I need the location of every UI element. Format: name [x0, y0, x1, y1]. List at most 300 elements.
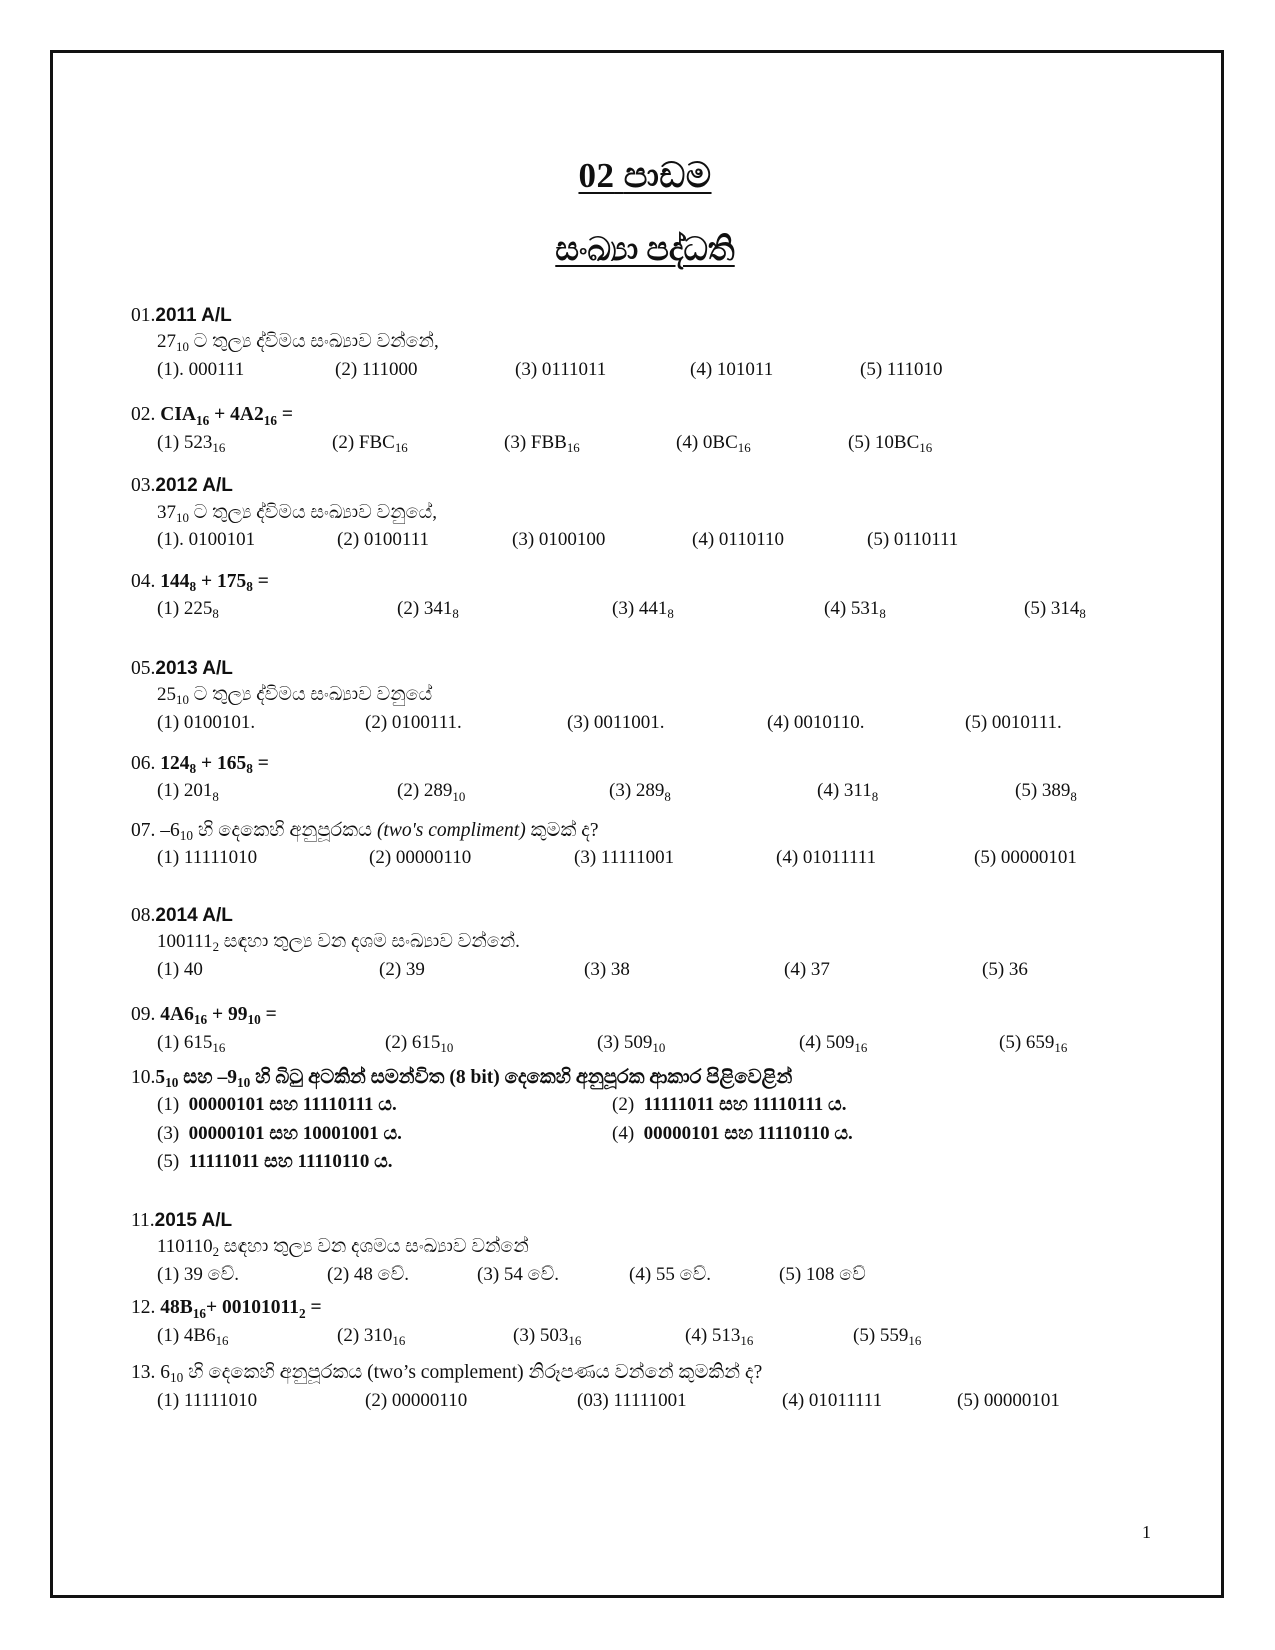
question-number: 09.	[131, 1004, 156, 1026]
question-number: 04.	[131, 570, 156, 592]
option-value: $0BC_{16}$	[702, 431, 751, 455]
subscript: 8	[189, 579, 197, 594]
option-3[interactable]	[574, 844, 776, 872]
subscript: 10	[176, 509, 189, 525]
two-complement-term: (two's compliment)	[376, 819, 526, 841]
subscript: 10	[170, 1370, 184, 1386]
option-marker: (2)	[335, 358, 358, 380]
option-3[interactable]	[157, 1120, 612, 1149]
option-1[interactable]	[157, 595, 397, 623]
option-value: 55 වේ.	[655, 1263, 712, 1285]
question-expression: $144_8 + 175_8$ =	[160, 570, 269, 594]
subscript: 10	[237, 1075, 251, 1091]
option-value: $509_{16}$	[825, 1031, 868, 1055]
option-marker: (2)	[385, 1031, 408, 1053]
option-value: 0111011	[541, 358, 607, 380]
option-4[interactable]	[690, 356, 860, 384]
option-marker: (5)	[1015, 780, 1038, 802]
subscript: 8	[871, 788, 879, 804]
option-4[interactable]	[767, 709, 965, 737]
option-5[interactable]	[157, 1148, 612, 1177]
option-value: 0010110.	[793, 711, 865, 733]
option-value: 0100100	[538, 529, 606, 551]
subscript: 8	[212, 788, 219, 804]
option-marker: (3)	[597, 1031, 620, 1053]
subtitle-text: සංඛ්‍යා පද්ධති	[555, 232, 735, 268]
question-block	[131, 303, 1159, 383]
option-value: $289_8$	[635, 780, 671, 804]
option-marker: (1)	[157, 958, 180, 980]
option-marker: (3)	[512, 529, 535, 551]
subscript: 8	[879, 606, 886, 622]
question-heading	[131, 1065, 1159, 1091]
option-4[interactable]	[824, 595, 1024, 623]
option-marker: (5)	[974, 847, 997, 869]
spacer	[131, 628, 1159, 656]
question-heading	[131, 1002, 1159, 1028]
option-1[interactable]	[157, 956, 379, 984]
option-value: 000111	[188, 358, 245, 380]
option-marker: (4)	[784, 958, 807, 980]
option-4[interactable]	[612, 1120, 853, 1149]
option-marker: (3)	[567, 711, 590, 733]
spacer	[131, 1419, 1159, 1427]
spacer	[131, 810, 1159, 818]
option-value: 40	[183, 958, 203, 980]
option-marker: (5)	[867, 529, 890, 551]
option-marker: (4)	[676, 431, 699, 453]
option-4[interactable]	[817, 777, 1015, 805]
option-2[interactable]	[397, 777, 609, 805]
option-4[interactable]	[629, 1261, 779, 1289]
question-stem: $5_{10}$ සහ $-9_{10}$ හි බිටු අටකින් සමන්විත (8 bit) දෙකෙහි අනුපූරක ආකාර පිළිවෙළින්	[155, 1067, 793, 1091]
option-1[interactable]	[157, 356, 335, 384]
question-expression: $124_8 + 165_8$ =	[160, 753, 269, 777]
subscript: 10	[452, 788, 466, 804]
question-stem: $100111_2$ සඳහා තුල්‍ය වන දශම සංඛ්‍යාව වන්නේ.	[157, 931, 520, 955]
subscript: 8	[667, 606, 674, 622]
option-marker: (4)	[776, 847, 799, 869]
option-marker: (1).	[157, 529, 184, 551]
option-2[interactable]	[379, 956, 584, 984]
spacer	[131, 559, 1159, 569]
option-marker: (5)	[848, 431, 871, 453]
option-value: $341_8$	[423, 598, 459, 622]
question-heading	[131, 656, 1159, 682]
option-marker: (5)	[957, 1389, 980, 1411]
option-value: 36	[1008, 958, 1028, 980]
option-marker: (5)	[982, 958, 1005, 980]
subscript: 8	[246, 761, 253, 777]
subscript: 16	[392, 1332, 406, 1348]
option-value: $531_8$	[850, 598, 886, 622]
option-marker: (4)	[767, 711, 790, 733]
subscript: 2	[212, 1244, 220, 1260]
option-5[interactable]	[965, 709, 1062, 737]
question-stem: $37_{10}$ ට තුල්‍ය ද්විමය සංඛ්‍යාව වනුයේ,	[157, 501, 437, 525]
title-word: පාඩම	[623, 156, 712, 195]
page-border	[50, 50, 1224, 1598]
option-row	[131, 1261, 1159, 1289]
subscript: 8	[1070, 788, 1077, 804]
option-marker: (4)	[824, 598, 847, 620]
option-marker: (1)	[157, 1031, 180, 1053]
option-value: 01011111	[802, 847, 877, 869]
question-block	[131, 473, 1159, 553]
option-value: 00000101	[1000, 847, 1077, 869]
option-marker: (1)	[157, 711, 180, 733]
subscript: 16	[1054, 1039, 1068, 1055]
option-marker: (3)	[504, 431, 527, 453]
page-number: 1	[1142, 1522, 1151, 1542]
question-number: 08.	[131, 904, 156, 926]
option-5[interactable]	[974, 844, 1077, 872]
option-value: 00000101 සහ 11110110 ය.	[643, 1122, 853, 1144]
option-marker: (03)	[577, 1389, 609, 1411]
subscript: 16	[263, 412, 277, 428]
option-marker: (1)	[157, 780, 180, 802]
subscript: 8	[189, 761, 197, 777]
option-5[interactable]	[999, 1029, 1067, 1057]
option-value: 11111011 සහ 11110110 ය.	[188, 1151, 393, 1173]
option-1[interactable]	[157, 709, 365, 737]
option-value: $523_{16}$	[183, 431, 226, 455]
option-marker: (1)	[157, 431, 180, 453]
page-subtitle	[131, 232, 1159, 269]
subscript: 16	[908, 1332, 922, 1348]
option-marker: (2)	[397, 780, 420, 802]
question-heading	[131, 303, 1159, 329]
subscript: 16	[919, 439, 933, 455]
option-marker: (5)	[853, 1324, 876, 1346]
option-2[interactable]	[612, 1091, 846, 1120]
question-number: 03.	[131, 475, 156, 497]
option-value: 11111001	[613, 1389, 687, 1411]
subscript: 16	[568, 1332, 582, 1348]
subscript: 16	[854, 1039, 868, 1055]
subscript: 16	[566, 439, 580, 455]
option-row	[131, 429, 1159, 457]
subscript: 10	[179, 828, 193, 844]
option-marker: (1)	[157, 1263, 180, 1285]
subscript: 10	[652, 1039, 666, 1055]
option-marker: (1)	[157, 1094, 180, 1116]
subscript: 16	[212, 1039, 226, 1055]
option-value: $615_{16}$	[183, 1031, 226, 1055]
option-marker: (5)	[779, 1263, 802, 1285]
exam-year-label: 2012 A/L	[155, 475, 233, 497]
option-value: 00000110	[391, 1389, 468, 1411]
option-4[interactable]	[692, 526, 867, 554]
option-value: $4B6_{16}$	[183, 1324, 229, 1348]
option-3[interactable]	[577, 1387, 782, 1415]
option-4[interactable]	[784, 956, 982, 984]
option-value: 0100101.	[183, 711, 256, 733]
option-grid	[131, 1091, 1159, 1177]
option-value: 11111001	[600, 847, 675, 869]
option-marker: (3)	[612, 598, 635, 620]
option-value: 0110111	[893, 529, 959, 551]
option-row	[131, 956, 1159, 984]
title-number: 02	[578, 156, 615, 195]
subscript: 16	[212, 439, 226, 455]
option-marker: (2)	[332, 431, 355, 453]
option-4[interactable]	[799, 1029, 999, 1057]
question-block	[131, 656, 1159, 736]
question-heading	[131, 818, 1159, 844]
option-2[interactable]	[397, 595, 612, 623]
option-marker: (1)	[157, 1389, 180, 1411]
option-row	[131, 356, 1159, 384]
subscript: 8	[664, 788, 671, 804]
option-value: 11111010	[183, 847, 258, 869]
subscript: 2	[212, 939, 220, 955]
option-5[interactable]	[779, 1261, 866, 1289]
question-block	[131, 1002, 1159, 1056]
option-1[interactable]	[157, 1261, 327, 1289]
question-stem: $110110_2$ සඳහා තුල්‍ය වන දශමය සංඛ්‍යාව වන්නේ	[157, 1236, 529, 1260]
question-block	[131, 1065, 1159, 1177]
option-value: $201_8$	[183, 780, 219, 804]
question-block	[131, 1208, 1159, 1288]
option-3[interactable]	[597, 1029, 799, 1057]
option-3[interactable]	[584, 956, 784, 984]
exam-year-label: 2011 A/L	[155, 305, 232, 326]
question-number: 05.	[131, 657, 156, 679]
question-number: 13.	[131, 1362, 156, 1384]
question-block	[131, 402, 1159, 456]
question-stem: $6_{10}$ හි දෙකෙහි අනුපූරකය (two’s complement) නිරූපණය වන්නේ කුමකින් ද?	[155, 1362, 763, 1386]
option-marker: (3)	[609, 780, 632, 802]
subscript: 8	[1079, 606, 1086, 622]
question-heading	[131, 402, 1159, 428]
question-expression: $4A6_{16} + 99_{10}$ =	[160, 1004, 277, 1028]
option-3[interactable]	[504, 429, 676, 457]
subscript: 8	[212, 606, 219, 622]
subscript: 10	[440, 1039, 454, 1055]
option-value: 0100101	[188, 529, 256, 551]
question-block	[131, 751, 1159, 805]
option-marker: (4)	[692, 529, 715, 551]
question-expression: $CIA_{16} + 4A2_{16}$ =	[160, 404, 293, 428]
question-block	[131, 569, 1159, 623]
option-marker: (2)	[327, 1263, 350, 1285]
option-value: $10BC_{16}$	[874, 431, 933, 455]
option-value: 0100111.	[391, 711, 462, 733]
subscript: 10	[247, 1012, 261, 1028]
option-5[interactable]	[867, 526, 958, 554]
option-marker: (5)	[965, 711, 988, 733]
option-value: $441_8$	[638, 598, 674, 622]
question-block	[131, 1295, 1159, 1349]
option-3[interactable]	[513, 1322, 685, 1350]
option-marker: (4)	[690, 358, 713, 380]
option-value: 0011001.	[593, 711, 665, 733]
question-number: 06.	[131, 753, 156, 775]
spacer	[131, 388, 1159, 402]
option-marker: (2)	[337, 529, 360, 551]
question-stem: $25_{10}$ ට තුල්‍ය ද්විමය සංඛ්‍යාව වනුයේ	[157, 683, 433, 708]
option-3[interactable]	[515, 356, 690, 384]
option-value: 108 වේ	[805, 1263, 866, 1285]
option-row	[131, 709, 1159, 737]
option-row	[131, 526, 1159, 554]
option-2[interactable]	[385, 1029, 597, 1057]
option-marker: (1)	[157, 598, 180, 620]
option-3[interactable]	[512, 526, 692, 554]
option-marker: (2)	[612, 1094, 635, 1116]
option-value: $389_8$	[1041, 780, 1077, 804]
option-value: $FBB_{16}$	[530, 431, 580, 455]
subscript: 16	[740, 1332, 754, 1348]
question-heading	[131, 751, 1159, 777]
option-value: $509_{10}$	[623, 1031, 666, 1055]
option-value: 54 වේ.	[503, 1263, 560, 1285]
option-3[interactable]	[567, 709, 767, 737]
option-5[interactable]	[848, 429, 932, 457]
option-1[interactable]	[157, 1322, 337, 1350]
option-row	[157, 1148, 1159, 1177]
option-1[interactable]	[157, 429, 332, 457]
option-value: $615_{10}$	[411, 1031, 454, 1055]
option-value: 39 වේ.	[183, 1263, 240, 1285]
option-4[interactable]	[776, 844, 974, 872]
option-value: 0100111	[363, 529, 429, 551]
option-value: $559_{16}$	[879, 1324, 922, 1348]
option-value: $513_{16}$	[711, 1324, 754, 1348]
subscript: 10	[165, 1075, 179, 1091]
option-marker: (3)	[477, 1263, 500, 1285]
option-marker: (2)	[365, 1389, 388, 1411]
subscript: 16	[215, 1332, 229, 1348]
option-2[interactable]	[369, 844, 574, 872]
subscript: 10	[176, 339, 189, 355]
option-row	[131, 777, 1159, 805]
spacer	[131, 741, 1159, 751]
option-1[interactable]	[157, 1387, 365, 1415]
option-3[interactable]	[612, 595, 824, 623]
option-value: 111010	[886, 358, 943, 380]
question-stem: $27_{10}$ ට තුල්‍ය ද්විමය සංඛ්‍යාව වන්නේ,	[157, 331, 439, 355]
question-heading	[131, 903, 1159, 929]
subscript: 16	[196, 412, 210, 428]
option-marker: (3)	[574, 847, 597, 869]
page-title	[131, 156, 1159, 196]
option-marker: (2)	[379, 958, 402, 980]
option-value: 01011111	[808, 1389, 883, 1411]
option-2[interactable]	[337, 526, 512, 554]
option-marker: (5)	[157, 1151, 180, 1173]
option-row	[157, 1120, 1159, 1149]
option-value: 00000101 සහ 11110111 ය.	[188, 1094, 397, 1116]
question-stem: $-6_{10}$ හි දෙකෙහි අනුපූරකය (two's compliment) කුමක් ද?	[155, 819, 599, 844]
subscript: 16	[193, 1012, 208, 1028]
option-1[interactable]	[157, 777, 397, 805]
option-marker: (1)	[157, 1324, 180, 1346]
option-marker: (4)	[612, 1122, 635, 1144]
option-marker: (3)	[513, 1324, 536, 1346]
option-marker: (3)	[157, 1122, 180, 1144]
question-expression: $48B_{16}+ 00101011_2$ =	[160, 1297, 322, 1321]
option-2[interactable]	[337, 1322, 513, 1350]
option-marker: (2)	[337, 1324, 360, 1346]
option-5[interactable]	[1015, 777, 1077, 805]
option-value: 37	[810, 958, 830, 980]
subscript: 8	[452, 606, 459, 622]
option-1[interactable]	[157, 526, 337, 554]
option-marker: (2)	[369, 847, 392, 869]
option-3[interactable]	[477, 1261, 629, 1289]
option-2[interactable]	[327, 1261, 477, 1289]
option-value: $310_{16}$	[363, 1324, 406, 1348]
spacer	[131, 988, 1159, 1002]
option-row	[157, 1091, 1159, 1120]
question-block	[131, 903, 1159, 983]
subscript: 16	[192, 1305, 207, 1321]
option-marker: (4)	[817, 780, 840, 802]
option-5[interactable]	[1024, 595, 1086, 623]
question-number: 12.	[131, 1297, 156, 1319]
option-marker: (3)	[584, 958, 607, 980]
subscript: 8	[246, 579, 253, 594]
option-2[interactable]	[335, 356, 515, 384]
option-value: 11111010	[183, 1389, 258, 1411]
option-value: 39	[405, 958, 425, 980]
option-value: 48 වේ.	[353, 1263, 410, 1285]
option-2[interactable]	[365, 1387, 577, 1415]
subscript: 16	[394, 439, 408, 455]
option-marker: (4)	[799, 1031, 822, 1053]
option-5[interactable]	[860, 356, 943, 384]
option-value: $503_{16}$	[539, 1324, 582, 1348]
option-1[interactable]	[157, 1029, 385, 1057]
option-5[interactable]	[957, 1387, 1060, 1415]
subscript: 16	[737, 439, 751, 455]
option-marker: (3)	[515, 358, 538, 380]
option-1[interactable]	[157, 844, 369, 872]
option-5[interactable]	[982, 956, 1028, 984]
option-value: $314_8$	[1050, 598, 1086, 622]
option-2[interactable]	[332, 429, 504, 457]
exam-year-label: 2014 A/L	[155, 904, 233, 926]
option-value: $311_8$	[843, 780, 879, 804]
option-marker: (4)	[685, 1324, 708, 1346]
option-value: $659_{16}$	[1025, 1031, 1068, 1055]
option-2[interactable]	[365, 709, 567, 737]
option-3[interactable]	[609, 777, 817, 805]
option-marker: (5)	[860, 358, 883, 380]
question-heading	[131, 1360, 1159, 1386]
option-value: $FBC_{16}$	[358, 431, 408, 455]
option-1[interactable]	[157, 1091, 612, 1120]
option-row	[131, 1029, 1159, 1057]
question-heading	[131, 569, 1159, 595]
spacer	[131, 461, 1159, 473]
question-heading	[131, 473, 1159, 499]
question-block	[131, 1360, 1159, 1414]
question-number: 11.	[131, 1209, 155, 1231]
question-list	[131, 303, 1159, 1427]
option-value: 111000	[361, 358, 418, 380]
option-5[interactable]	[853, 1322, 921, 1350]
option-value: 00000101	[983, 1389, 1060, 1411]
question-block	[131, 818, 1159, 872]
option-4[interactable]	[685, 1322, 853, 1350]
option-4[interactable]	[676, 429, 848, 457]
question-number: 07.	[131, 819, 156, 841]
option-4[interactable]	[782, 1387, 957, 1415]
option-value: $289_{10}$	[423, 780, 466, 804]
